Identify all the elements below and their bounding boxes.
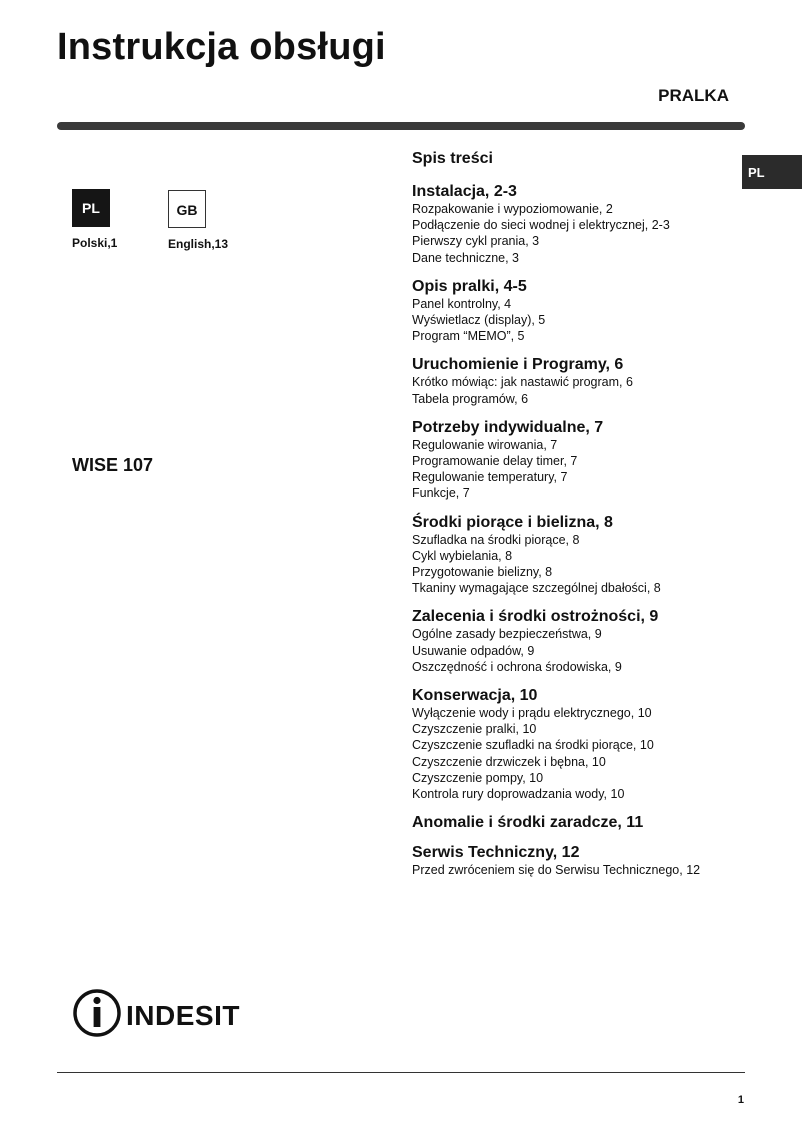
indesit-logo [72, 988, 272, 1038]
toc-section-title[interactable]: Zalecenia i środki ostrożności, 9 [412, 608, 659, 626]
toc-entry[interactable]: Czyszczenie drzwiczek i bębna, 10 [412, 754, 606, 769]
language-side-tab: PL [742, 155, 802, 189]
toc-entry[interactable]: Czyszczenie pompy, 10 [412, 770, 544, 785]
toc-entry[interactable]: Dane techniczne, 3 [412, 250, 520, 265]
toc-entry[interactable]: Regulowanie temperatury, 7 [412, 470, 568, 485]
language-link-pl[interactable] [72, 189, 117, 250]
toc-entry[interactable]: Ogólne zasady bezpieczeństwa, 9 [412, 627, 602, 642]
toc-section-title[interactable]: Potrzeby indywidualne, 7 [412, 418, 604, 436]
header-divider [57, 122, 745, 130]
toc-entry[interactable]: Tkaniny wymagające szczególnej dbałości, 8 [412, 581, 661, 596]
toc-section-title[interactable]: Opis pralki, 4-5 [412, 277, 527, 295]
toc-entry[interactable]: Program “MEMO”, 5 [412, 329, 525, 344]
toc-section [412, 277, 742, 345]
document-type: PRALKA [658, 86, 729, 105]
toc-section-title[interactable]: Serwis Techniczny, 12 [412, 844, 580, 862]
toc-entry[interactable]: Usuwanie odpadów, 9 [412, 643, 535, 658]
language-caption-pl: Polski,1 [72, 236, 118, 250]
toc-section [412, 843, 742, 878]
toc-entry[interactable]: Programowanie delay timer, 7 [412, 454, 578, 469]
toc-entry[interactable]: Przed zwróceniem się do Serwisu Technicznego, 12 [412, 863, 701, 878]
toc-entry[interactable]: Kontrola rury doprowadzania wody, 10 [412, 787, 625, 802]
language-code-pl: PL [72, 189, 110, 227]
toc-entry[interactable]: Funkcje, 7 [412, 486, 470, 501]
toc-section [412, 355, 742, 406]
toc-entry[interactable]: Cykl wybielania, 8 [412, 548, 513, 563]
language-caption-gb: English,13 [168, 237, 229, 251]
page-title: Instrukcja obsługi [57, 26, 386, 68]
toc-section [412, 182, 742, 266]
toc-entry[interactable]: Wyświetlacz (display), 5 [412, 313, 546, 328]
toc-entry[interactable]: Wyłączenie wody i prądu elektrycznego, 10 [412, 706, 652, 721]
toc-section [412, 418, 742, 502]
language-link-gb[interactable] [168, 190, 228, 251]
toc-section-title[interactable]: Instalacja, 2-3 [412, 183, 517, 200]
indesit-wordmark: INDESIT [126, 1000, 240, 1031]
page-number: 1 [737, 1094, 744, 1106]
toc-entry[interactable]: Tabela programów, 6 [412, 391, 529, 406]
toc-section-title[interactable]: Uruchomienie i Programy, 6 [412, 356, 624, 374]
toc-heading: Spis treści [412, 150, 493, 167]
indesit-logo-icon [75, 991, 119, 1035]
toc-section [412, 686, 742, 802]
toc-entry[interactable]: Szufladka na środki piorące, 8 [412, 532, 580, 547]
toc-entry[interactable]: Regulowanie wirowania, 7 [412, 437, 558, 452]
toc-entry[interactable]: Oszczędność i ochrona środowiska, 9 [412, 659, 622, 674]
toc-section-title[interactable]: Anomalie i środki zaradcze, 11 [412, 814, 644, 832]
toc-entry[interactable]: Panel kontrolny, 4 [412, 296, 512, 311]
toc-section-title[interactable]: Środki piorące i bielizna, 8 [412, 513, 613, 531]
toc-section [412, 607, 742, 675]
toc-entry[interactable]: Krótko mówiąc: jak nastawić program, 6 [412, 375, 633, 390]
toc-entry[interactable]: Przygotowanie bielizny, 8 [412, 565, 553, 580]
toc-entry[interactable]: Czyszczenie szufladki na środki piorące, 10 [412, 738, 654, 753]
table-of-contents [412, 150, 742, 889]
model-name: WISE 107 [72, 455, 154, 475]
language-code-gb: GB [168, 190, 206, 228]
toc-section-title[interactable]: Konserwacja, 10 [412, 687, 538, 705]
toc-entry[interactable]: Czyszczenie pralki, 10 [412, 722, 537, 737]
toc-section [412, 513, 742, 597]
toc-entry[interactable]: Pierwszy cykl prania, 3 [412, 234, 540, 249]
toc-sections [412, 182, 742, 878]
toc-section [412, 813, 742, 832]
toc-entry[interactable]: Podłączenie do sieci wodnej i elektrycznej, 2-3 [412, 218, 670, 233]
toc-entry[interactable]: Rozpakowanie i wypoziomowanie, 2 [412, 202, 613, 216]
footer-divider [57, 1072, 745, 1073]
